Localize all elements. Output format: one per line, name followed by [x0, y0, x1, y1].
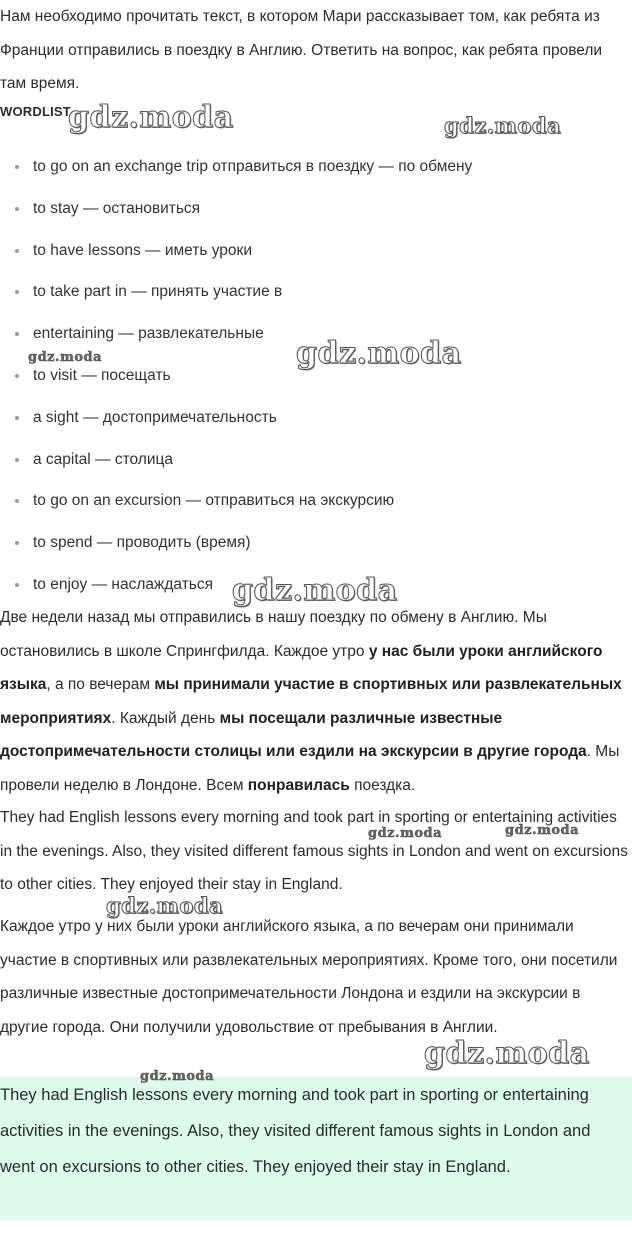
list-item — [0, 355, 620, 397]
story-highlight: понравилась — [247, 776, 350, 794]
story-highlight: мы посещали различные известные достопримечательности столицы или ездили на экскурсии в другие города — [0, 709, 587, 760]
list-item-text: to have lessons — иметь уроки — [33, 241, 252, 259]
list-item — [0, 564, 620, 606]
bullet-icon — [15, 332, 19, 336]
list-item — [0, 480, 620, 522]
list-item — [0, 397, 620, 439]
list-item-text: to enjoy — наслаждаться — [33, 575, 214, 593]
bullet-icon — [15, 541, 19, 545]
bullet-icon — [15, 249, 19, 253]
list-item-text: a capital — столица — [33, 450, 173, 468]
list-item — [0, 146, 620, 188]
wordlist-title: WORDLIST — [0, 104, 71, 119]
list-item — [0, 313, 620, 355]
list-item — [0, 522, 620, 564]
watermark-logo: gdz.moda — [106, 893, 224, 918]
list-item — [0, 439, 620, 481]
watermark-logo: gdz.moda — [424, 1036, 590, 1071]
answer-text: They had English lessons every morning and took part in sporting or entertaining activities in the evenings. Also, they visited different famous sights in London and went on excursions to other cities. They enjoyed their stay in England. — [0, 1086, 591, 1176]
bullet-icon — [15, 207, 19, 211]
story-part: , а по вечерам — [46, 676, 155, 693]
watermark-logo: gdz.moda — [444, 113, 562, 138]
bullet-icon — [15, 374, 19, 378]
story-part: . Мы провели неделю в Лондоне. Всем — [0, 743, 620, 794]
list-item-text: to go on an exchange trip отправиться в поездку — по обмену — [33, 158, 473, 175]
watermark-logo: gdz.moda — [505, 823, 580, 838]
bullet-icon — [15, 583, 19, 587]
watermark-logo: gdz.moda — [296, 336, 462, 371]
english-summary: They had English lessons every morning and took part in sporting or entertaining activities in the evenings. Also, they visited different famous sights in London and went on excursions to other cities. They enjoyed their stay in England. — [0, 809, 628, 893]
russian-translation: Каждое утро у них были уроки английского языка, а по вечерам они принимали участие в спортивных или развлекательных мероприятиях. Кроме того, они посетили различные известные достопримечательности Лондона и ездили на экскурсии в другие города. Они получили удовольствие от пребывания в Англии. — [0, 918, 618, 1036]
answer-box — [0, 1077, 632, 1220]
list-item-text: to stay — остановиться — [33, 199, 201, 217]
watermark-logo: gdz.moda — [28, 350, 103, 365]
story-part: . Каждый день — [111, 709, 220, 727]
bullet-icon — [15, 165, 19, 169]
list-item-text: to visit — посещать — [33, 366, 171, 384]
list-item-text: to go on an excursion — отправиться на экскурсию — [33, 492, 395, 510]
bullet-icon — [15, 416, 19, 420]
watermark-logo: gdz.moda — [232, 573, 398, 608]
bullet-icon — [15, 499, 19, 503]
watermark-logo: gdz.moda — [140, 1069, 215, 1084]
story-highlight: у нас были уроки английского языка — [0, 642, 603, 693]
intro-text: Нам необходимо прочитать текст, в котором Мари рассказывает том, как ребята из Франции отправились в поездку в Англию. Ответить на вопрос, как ребята провели там время. — [0, 8, 603, 92]
watermark-logo: gdz.moda — [68, 100, 234, 135]
list-item-text: to take part in — принять участие в — [33, 283, 283, 301]
story-highlight: мы принимали участие в спортивных или развлекательных мероприятиях — [0, 676, 622, 727]
list-item-text: to spend — проводить (время) — [33, 534, 251, 552]
bullet-icon — [15, 290, 19, 294]
story-part: поездка. — [349, 776, 416, 794]
list-item — [0, 271, 620, 313]
story-part: Две недели назад мы отправились в нашу поездку по обмену в Англию. Мы остановились в школе Спрингфилда. Каждое утро — [0, 609, 547, 660]
list-item — [0, 188, 620, 230]
bullet-icon — [15, 458, 19, 462]
wordlist — [0, 146, 620, 606]
story-text — [0, 601, 626, 802]
list-item — [0, 230, 620, 272]
list-item-text: a sight — достопримечательность — [33, 408, 277, 426]
list-item-text: entertaining — развлекательные — [33, 325, 264, 343]
watermark-logo: gdz.moda — [368, 826, 443, 841]
